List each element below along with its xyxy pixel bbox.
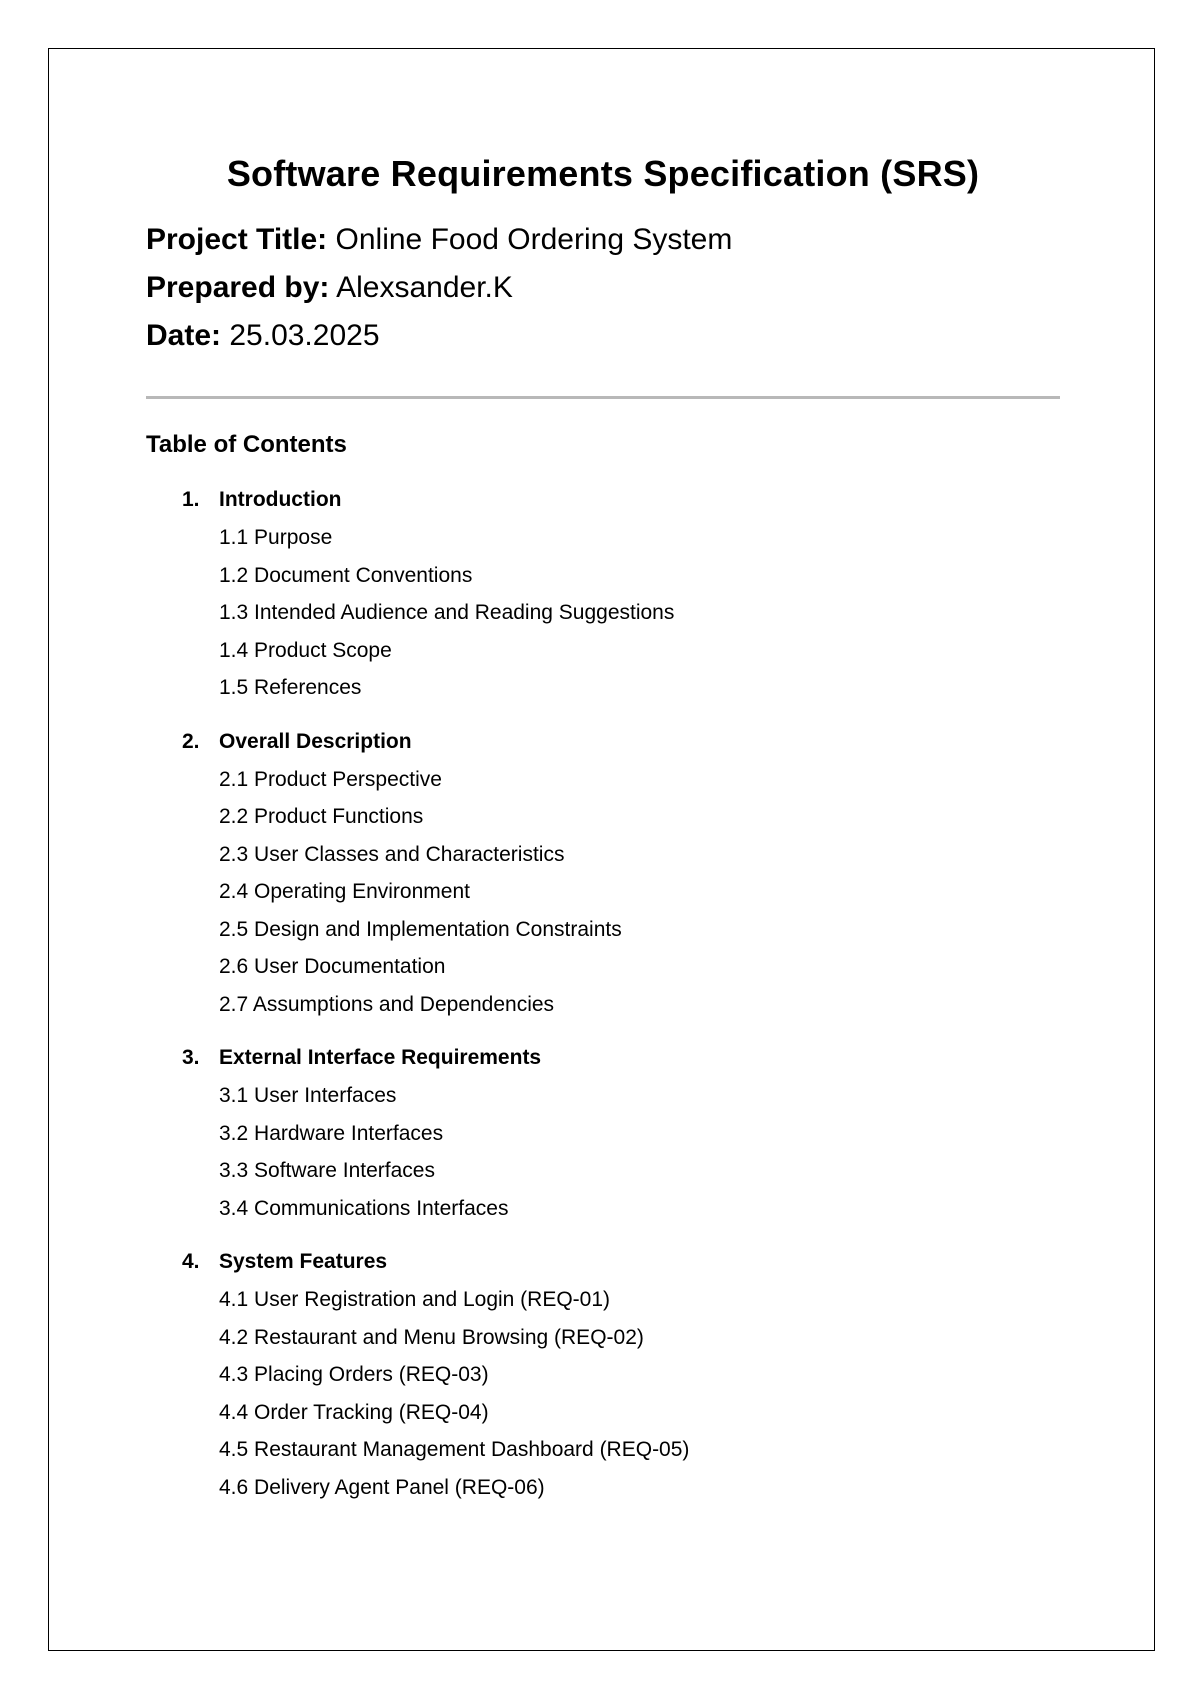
date-value: 25.03.2025 xyxy=(229,319,380,352)
toc-item[interactable]: 2.4 Operating Environment xyxy=(219,880,470,903)
toc-section xyxy=(146,1039,1060,1227)
toc-item[interactable]: 2.2 Product Functions xyxy=(219,805,424,828)
prepared-by-value: Alexsander.K xyxy=(336,271,513,304)
toc-section-number: 4. xyxy=(182,1250,200,1273)
toc-item[interactable]: 4.5 Restaurant Management Dashboard (REQ-05) xyxy=(219,1438,690,1461)
toc-section xyxy=(146,723,1060,1024)
toc-item[interactable]: 1.5 References xyxy=(219,676,362,699)
toc-section-label: System Features xyxy=(219,1250,388,1273)
toc-item[interactable]: 1.4 Product Scope xyxy=(219,638,392,662)
toc-item[interactable]: 3.4 Communications Interfaces xyxy=(219,1196,509,1220)
toc-item[interactable]: 3.1 User Interfaces xyxy=(219,1084,397,1107)
document-content xyxy=(146,150,1060,1522)
toc-item[interactable]: 1.3 Intended Audience and Reading Suggestions xyxy=(219,601,675,624)
date-line xyxy=(146,312,1060,360)
date-label: Date: xyxy=(146,319,222,352)
toc-section-title[interactable] xyxy=(146,723,1060,761)
horizontal-divider xyxy=(146,396,1060,399)
toc-item[interactable]: 2.1 Product Perspective xyxy=(219,767,442,791)
toc-section-title[interactable] xyxy=(146,1243,1060,1281)
toc-item[interactable]: 2.7 Assumptions and Dependencies xyxy=(219,992,555,1016)
toc-section-label: Overall Description xyxy=(219,729,412,753)
toc-item[interactable]: 4.3 Placing Orders (REQ-03) xyxy=(219,1363,489,1386)
table-of-contents xyxy=(146,481,1060,1506)
toc-item[interactable]: 2.3 User Classes and Characteristics xyxy=(219,842,565,866)
toc-item[interactable]: 4.2 Restaurant and Menu Browsing (REQ-02) xyxy=(219,1325,644,1349)
toc-item[interactable]: 2.6 User Documentation xyxy=(219,955,446,978)
toc-section-number: 1. xyxy=(182,488,200,511)
toc-section-label: Introduction xyxy=(219,488,342,511)
toc-item[interactable]: 4.4 Order Tracking (REQ-04) xyxy=(219,1400,489,1424)
toc-section-number: 3. xyxy=(182,1046,200,1069)
project-title-line xyxy=(146,216,1060,264)
toc-item[interactable]: 4.1 User Registration and Login (REQ-01) xyxy=(219,1288,611,1311)
toc-item[interactable]: 1.2 Document Conventions xyxy=(219,563,473,587)
toc-section xyxy=(146,1243,1060,1506)
toc-item[interactable]: 1.1 Purpose xyxy=(219,526,333,549)
project-title-label: Project Title: xyxy=(146,223,328,256)
toc-section xyxy=(146,481,1060,707)
toc-section-title[interactable] xyxy=(146,481,1060,519)
toc-item[interactable]: 2.5 Design and Implementation Constraints xyxy=(219,917,622,941)
prepared-by-label: Prepared by: xyxy=(146,271,330,304)
toc-item[interactable]: 4.6 Delivery Agent Panel (REQ-06) xyxy=(219,1475,545,1499)
toc-heading: Table of Contents xyxy=(146,431,347,458)
document-title: Software Requirements Specification (SRS) xyxy=(226,153,980,194)
project-title-value: Online Food Ordering System xyxy=(335,223,733,256)
toc-item[interactable]: 3.3 Software Interfaces xyxy=(219,1159,435,1182)
toc-section-number: 2. xyxy=(182,729,200,753)
toc-section-title[interactable] xyxy=(146,1039,1060,1077)
toc-section-label: External Interface Requirements xyxy=(219,1046,542,1069)
prepared-by-line xyxy=(146,264,1060,312)
toc-item[interactable]: 3.2 Hardware Interfaces xyxy=(219,1121,444,1145)
document-meta xyxy=(146,216,1060,360)
